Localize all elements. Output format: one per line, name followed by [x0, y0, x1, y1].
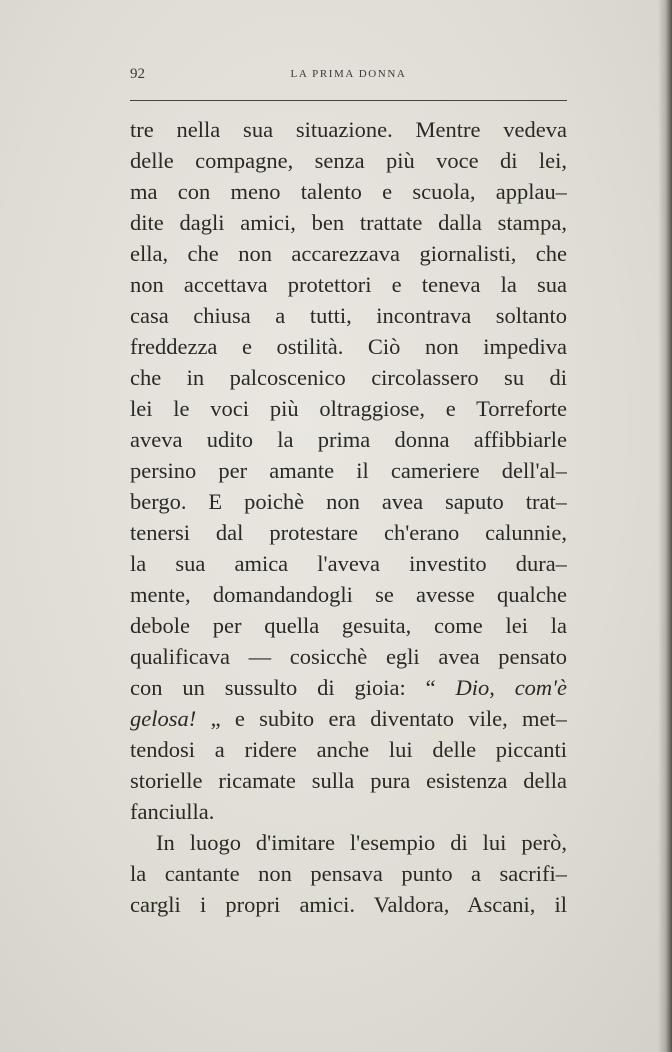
text-line: In luogo d'imitare l'esempio di lui però,	[156, 830, 567, 855]
text-fragment: „ e subito era diventato vile, met–	[196, 706, 567, 731]
italic-quote: Dio, com'è	[455, 675, 567, 700]
text-line: tenersi dal protestare ch'erano calunnie,	[130, 520, 567, 545]
page-number: 92	[130, 66, 145, 82]
text-line: tre nella sua situazione. Mentre vedeva	[130, 117, 567, 142]
text-line: freddezza e ostilità. Ciò non impediva	[130, 334, 567, 359]
text-line: fanciulla.	[130, 799, 215, 824]
paragraph-2	[130, 827, 567, 920]
page-edge-shadow	[658, 0, 672, 1052]
body-text	[130, 114, 567, 920]
text-line: che in palcoscenico circolassero su di	[130, 365, 567, 390]
text-line	[130, 703, 567, 734]
text-fragment: con un sussulto di gioia: “	[130, 675, 456, 700]
text-line: ella, che non accarezzava giornalisti, che	[130, 241, 567, 266]
text-line: cargli i propri amici. Valdora, Ascani, il	[130, 892, 567, 917]
paragraph-1	[130, 114, 567, 827]
text-line: la cantante non pensava punto a sacrifi–	[130, 861, 567, 886]
page-header	[130, 66, 567, 90]
text-line: bergo. E poichè non avea saputo trat–	[130, 489, 567, 514]
text-line: persino per amante il cameriere dell'al–	[130, 458, 567, 483]
text-line: non accettava protettori e teneva la sua	[130, 272, 567, 297]
text-line: la sua amica l'aveva investito dura–	[130, 551, 567, 576]
text-line: aveva udito la prima donna affibbiarle	[130, 427, 567, 452]
text-line	[130, 672, 567, 703]
text-line: casa chiusa a tutti, incontrava soltanto	[130, 303, 567, 328]
text-line: delle compagne, senza più voce di lei,	[130, 148, 567, 173]
text-line: mente, domandandogli se avesse qualche	[130, 582, 567, 607]
text-line: qualificava — cosicchè egli avea pensato	[130, 644, 567, 669]
text-line: tendosi a ridere anche lui delle piccanti	[130, 737, 567, 762]
header-rule	[130, 100, 567, 101]
text-line: storielle ricamate sulla pura esistenza della	[130, 768, 567, 793]
text-line: dite dagli amici, ben trattate dalla stampa,	[130, 210, 567, 235]
running-title: LA PRIMA DONNA	[290, 68, 407, 80]
italic-quote: gelosa!	[130, 706, 197, 731]
text-line: ma con meno talento e scuola, applau–	[130, 179, 567, 204]
text-line: debole per quella gesuita, come lei la	[130, 613, 567, 638]
text-line: lei le voci più oltraggiose, e Torreforte	[130, 396, 567, 421]
